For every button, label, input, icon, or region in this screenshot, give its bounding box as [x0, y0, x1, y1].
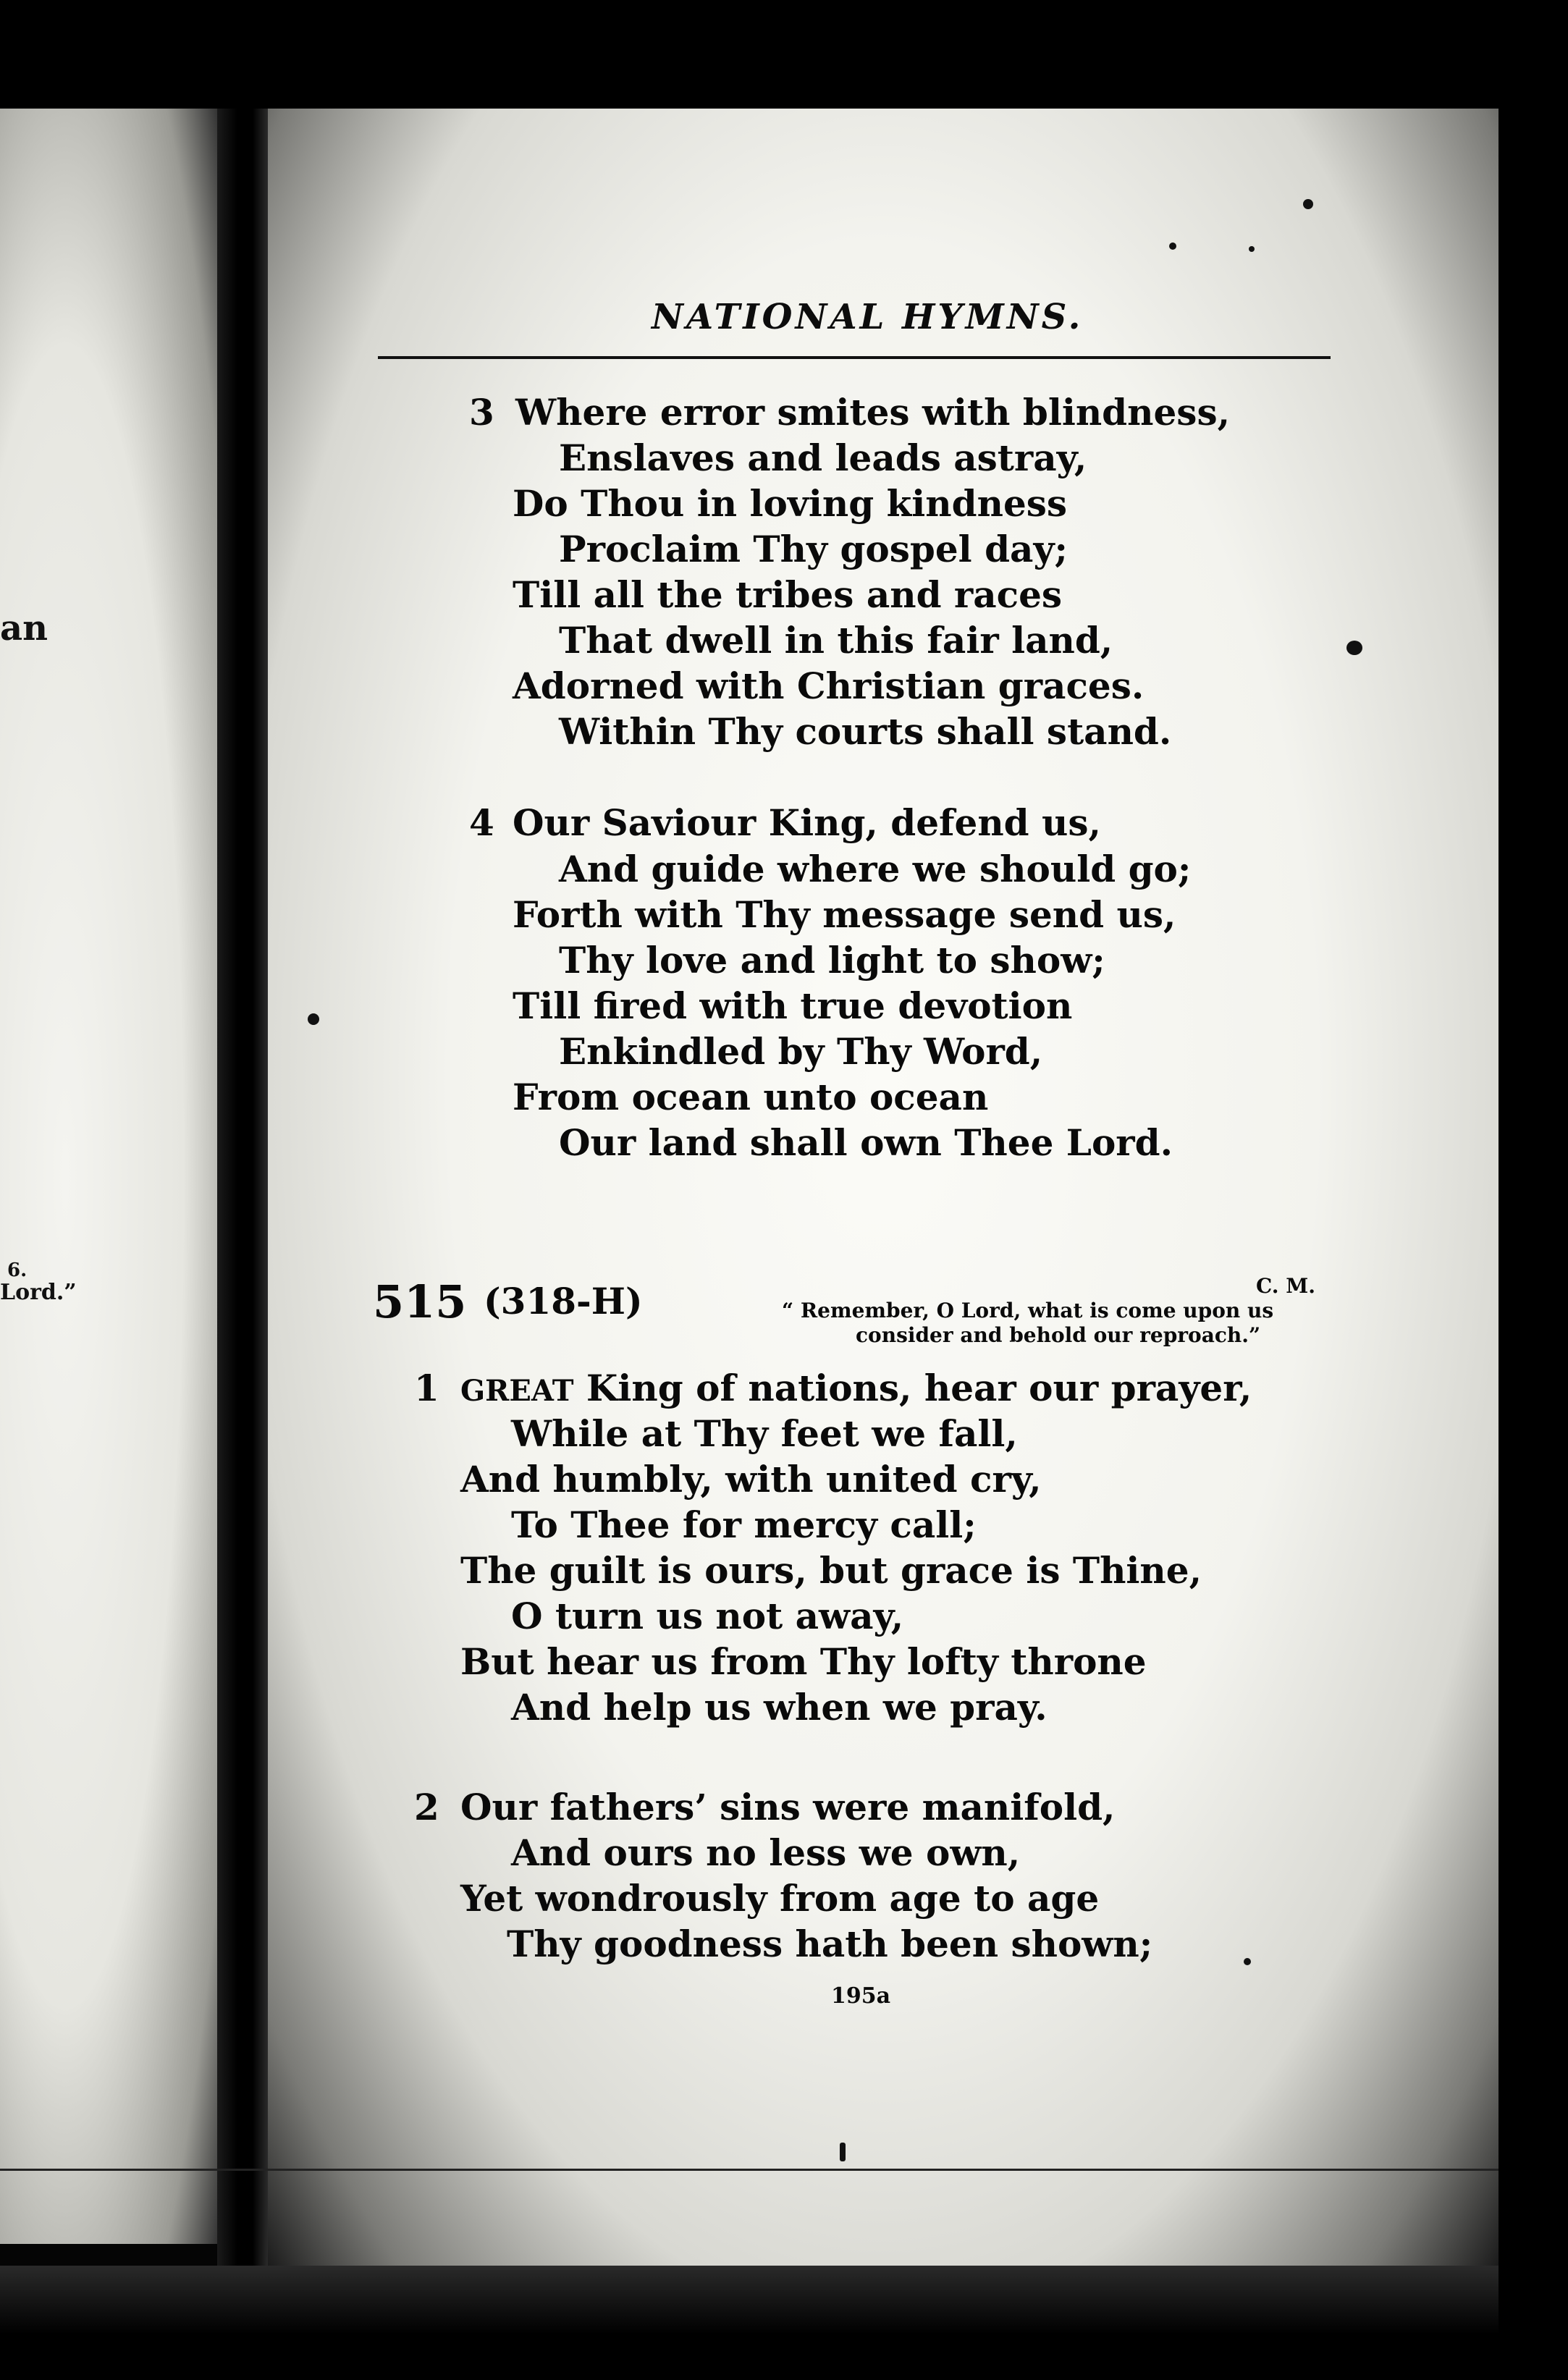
- verse-line: While at Thy feet we fall,: [511, 1412, 1018, 1455]
- running-head: NATIONAL HYMNS.: [652, 297, 1084, 337]
- verse-line: Our Saviour King, defend us,: [513, 801, 1101, 844]
- scan-top-border: [0, 0, 1568, 109]
- verse-line: [460, 1367, 1252, 1409]
- verse-line: Enkindled by Thy Word,: [559, 1030, 1043, 1073]
- verse-line: Adorned with Christian graces.: [513, 664, 1145, 707]
- header-rule: [378, 356, 1331, 359]
- verse-line: Till fired with true devotion: [513, 984, 1073, 1027]
- ink-speck: [1244, 1958, 1251, 1965]
- verse-line: Thy goodness hath been shown;: [507, 1923, 1153, 1965]
- ink-speck: [1303, 199, 1313, 209]
- stanza-number: 2: [414, 1786, 439, 1828]
- verse-line: Forth with Thy message send us,: [513, 893, 1176, 936]
- ink-speck: [1169, 242, 1176, 250]
- ink-speck: [1346, 641, 1362, 655]
- book-gutter: [217, 109, 268, 2380]
- previous-page-fragment: Lord.”: [0, 1280, 77, 1305]
- verse-line: To Thee for mercy call;: [511, 1503, 977, 1546]
- ink-speck: [840, 2143, 846, 2161]
- verse-line: And humbly, with united cry,: [460, 1458, 1042, 1501]
- verse-line: From ocean unto ocean: [513, 1076, 989, 1118]
- verse-line: Thy love and light to show;: [559, 939, 1105, 982]
- verse-line: Our fathers’ sins were manifold,: [460, 1786, 1116, 1828]
- drop-word: GREAT: [460, 1374, 574, 1408]
- verse-line: Proclaim Thy gospel day;: [559, 528, 1068, 570]
- verse-line: Enslaves and leads astray,: [559, 436, 1087, 479]
- verse-line: Yet wondrously from age to age: [460, 1877, 1100, 1920]
- previous-page-fragment: an: [0, 608, 48, 649]
- hymn-number: 515: [373, 1275, 467, 1328]
- verse-line: Our land shall own Thee Lord.: [559, 1121, 1173, 1164]
- previous-page-edge: [0, 109, 217, 2244]
- scan-bottom-rule: [0, 2169, 1520, 2171]
- verse-line: Till all the tribes and races: [513, 573, 1063, 616]
- scan-bottom-border: [0, 2266, 1568, 2380]
- verse-line: O turn us not away,: [511, 1595, 904, 1637]
- verse-line: And help us when we pray.: [511, 1686, 1048, 1729]
- page-folio: 195a: [831, 1983, 891, 2009]
- verse-line: Do Thou in loving kindness: [513, 482, 1068, 525]
- epigraph-line: consider and behold our reproach.”: [856, 1323, 1261, 1347]
- previous-page-fragment: 6.: [7, 1259, 28, 1281]
- verse-line: Where error smites with blindness,: [515, 391, 1231, 434]
- first-line-text: King of nations, hear our prayer,: [573, 1367, 1252, 1409]
- hymn-meter: C. M.: [1256, 1274, 1316, 1298]
- stanza-number: 3: [469, 391, 494, 434]
- ink-speck: [1249, 246, 1255, 252]
- verse-line: That dwell in this fair land,: [559, 619, 1113, 662]
- hymn-alt-number: (318-H): [484, 1280, 643, 1322]
- verse-line: And guide where we should go;: [559, 848, 1192, 890]
- verse-line: The guilt is ours, but grace is Thine,: [460, 1549, 1202, 1592]
- stanza-number: 1: [414, 1367, 439, 1409]
- verse-line: And ours no less we own,: [511, 1831, 1021, 1874]
- verse-line: But hear us from Thy lofty throne: [460, 1640, 1147, 1683]
- scan-right-border: [1499, 0, 1568, 2380]
- epigraph-line: “ Remember, O Lord, what is come upon us: [782, 1299, 1274, 1322]
- stanza-number: 4: [469, 801, 494, 844]
- verse-line: Within Thy courts shall stand.: [559, 710, 1172, 753]
- ink-speck: [308, 1013, 319, 1025]
